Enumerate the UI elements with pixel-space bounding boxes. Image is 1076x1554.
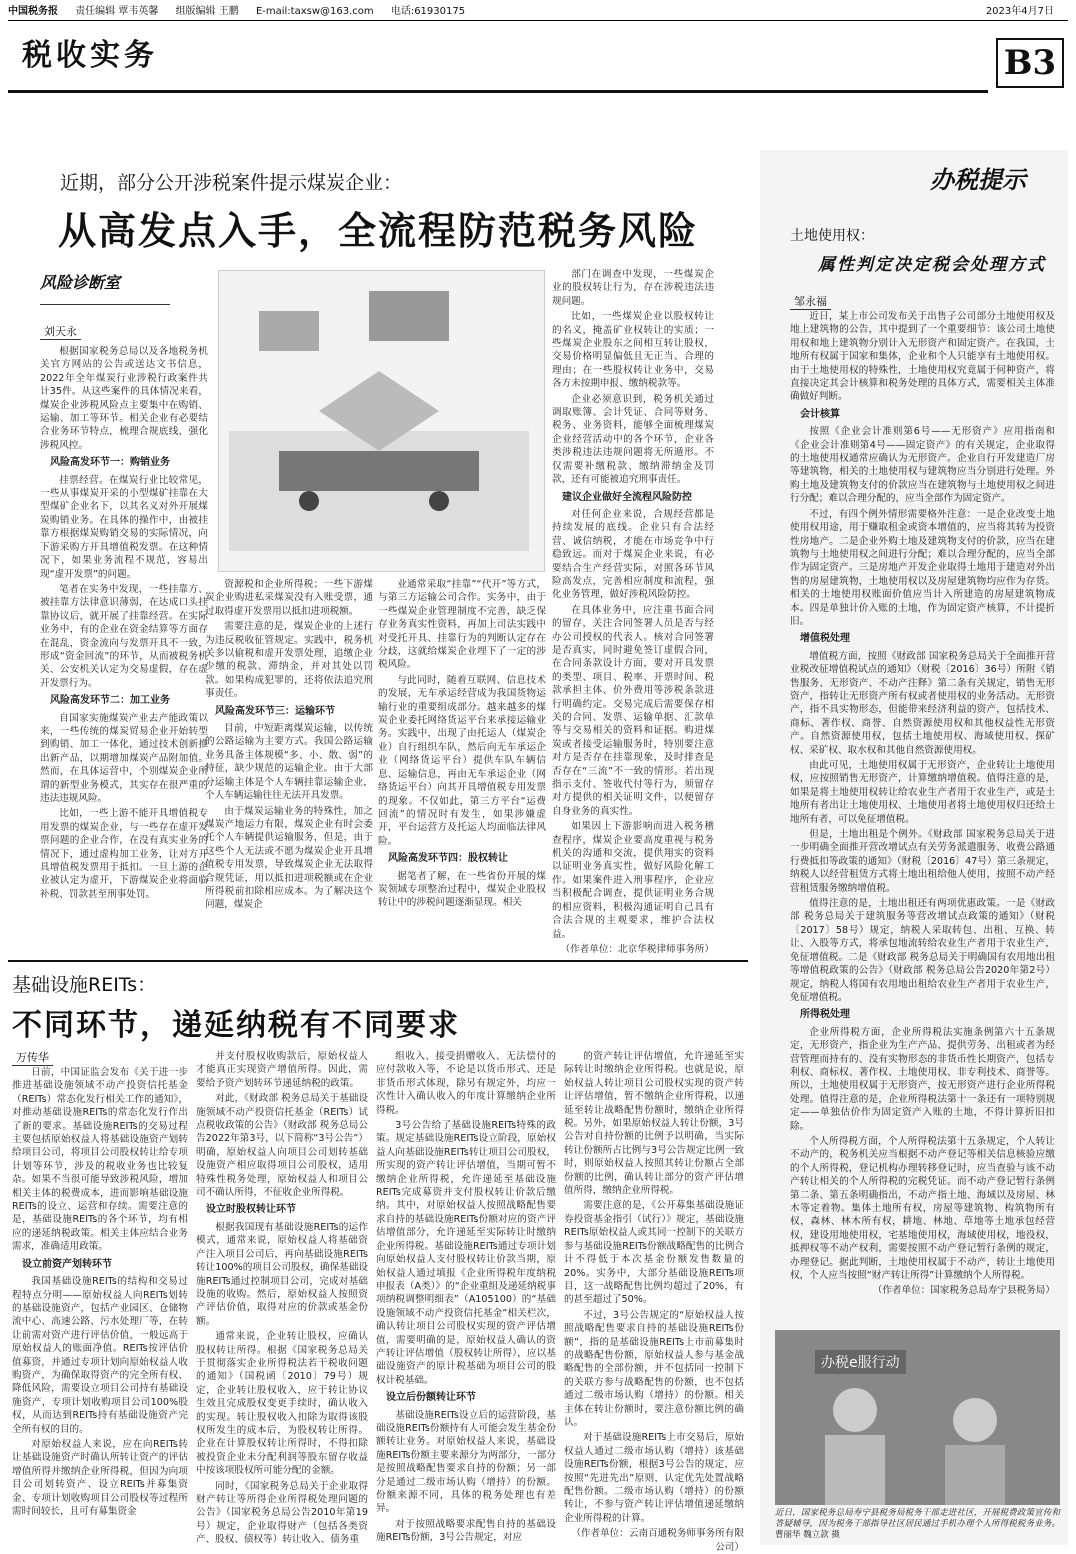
section-title: 税收实务 bbox=[22, 38, 158, 73]
sidebar-body: 近日，某上市公司发布关于出售子公司部分土地使用权及地上建筑物的公告，其中提到了一个重要细节：该公司土地使用权和地上建筑物分别计入无形资产和固定资产。在我国，土地所有权属于国家和集体，企业和个人只能享有土地使用权。由于土地使用权的特殊性，土地使用权究竟属于何种资产，将直接决定其会计核算和税务处理的具体方式，需要相关主体准确做好判断。 会计核算 按照《企业会计准则第6号——无形资产》应用指南和《企业会计准则第4号——固定资产》的有关规定，企业取得的土地使用权通常应确认为无形资产。企业自行开发建造厂房等建筑物，相关的土地使用权与建筑物应当分别进行处理。外购土地及建筑物支付的价款应当在建筑物与土地使用权之间进行分配；难以合理分配的，应当全部作为固定资产。 不过，有四个例外情形需要格外注意：一是企业改变土地使用权用途，用于赚取租金或资本增值的，应当将其转为投资性房地产。二是企业外购土地及建筑物支付的价款，应当在建筑物与土地使用权之间进行分配；难以合理分配的，应当全部作为固定资产。三是房地产开发企业取得土地用于建造对外出售的房屋建筑物，土地使用权以及房屋建筑物均应作为存货。相关的土地使用权账面价值应当计入所建造的房屋建筑物成本。四是单独计价入账的土地，作为固定资产核算，不计提折旧。 增值税处理 增值税方面，按照《财政部 国家税务总局关于全面推开营业税改征增值税试点的通知》（财税〔2016〕36号）所附《销售服务、无形资产、不动产注释》第二条有关规定，销售无形资产，指转让无形资产所有权或者使用权的业务活动。无形资产，指不具实物形态，但能带来经济利益的资产，包括技术、商标、著作权、商誉、自然资源使用权和其他权益性无形资产。自然资源使用权，包括土地使用权、海域使用权、探矿权、采矿权、取水权和其他自然资源使用权。 由此可见，土地使用权属于无形资产，企业转让土地使用权，应按照销售无形资产，计算缴纳增值税。值得注意的是，如果是将土地使用权转让给农业生产者用于农业生产，或是土地所有者出让土地使用权、土地使用者将土地使用权归还给土地所有者，可以免征增值税。 但是，土地出租是个例外。《财政部 国家税务总局关于进一步明确全面推开营改增试点有关劳务派遣服务、收费公路通行费抵扣等政策的通知》（财税〔2016〕47号）第三条规定，纳税人以经营租赁方式将土地出租给他人使用，按照不动产经营租赁服务缴纳增值税。 值得注意的是，土地出租还有两项优惠政策。一是《财政部 税务总局关于建筑服务等营改增试点政策的通知》（财税〔2017〕58号）规定，纳税人采取转包、出租、互换、转让、入股等方式，将承包地流转给农业生产者用于农业生产，免征增值税。二是《财政部 税务总局关于明确国有农用地出租等增值税政策的公告》（财政部 税务总局公告2020年第2号）规定，纳税人将国有农用地出租给农业生产者用于农业生产，免征增值税。 所得税处理 企业所得税方面，企业所得税法实施条例第六十五条规定，无形资产，指企业为生产产品、提供劳务、出租或者为经营管理而持有的、没有实物形态的非货币性长期资产，包括专利权、商标权、著作权、土地使用权、非专利技术、商誉等。所以，土地使用权属于无形资产，按无形资产进行企业所得税处理。值得注意的是，企业所得税法第十一条还有一项特别规定——单独估价作为固定资产入账的土地，不得计算折旧扣除。 个人所得税方面，个人所得税法第十五条规定，个人转让不动产的，税务机关应当根据不动产登记等相关信息核验应缴的个人所得税，登记机构办理转移登记时，应当查验与该不动产转让相关的个人所得税的完税凭证。而不动产登记暂行条例第二条、第五条明确指出，不动产指土地、海域以及房屋、林木等定着物。集体土地所有权，房屋等建筑物、构筑物所有权，森林、林木所有权，耕地、林地、草地等土地承包经营权，建设用地使用权，宅基地使用权，海域使用权，地役权，抵押权等不动产权利，需要按照不动产登记暂行条例的规定，办理登记。据此判断，土地使用权属于不动产，转让土地使用权，个人应当按照“财产转让所得”计算缴纳个人所得税。 （作者单位：国家税务总局寿宁县税务局） bbox=[790, 310, 1055, 1310]
article1-headline: 从高发点入手，全流程防范税务风险 bbox=[58, 208, 699, 253]
sidebar-column-logo: 办税提示 bbox=[930, 166, 1026, 194]
article2-col1: 日前，中国证监会发布《关于进一步推进基础设施领域不动产投资信托基金（REITs）常态化发行相关工作的通知》，对推动基础设施REITs的常态化发行作出了新的要求。基础设施REITs的交易过程主要包括原始权益人将基础设施资产划转给项目公司，将项目公司股权转让给专项计划等环节，涉及的税收业务也比较复杂。如果不当很可能导致涉税风险，增加相关主体的税费成本，进而影响基础设施REITs的设立、运营和存续。需要注意的是，基础设施REITs的各个环节，均有相应的递延纳税政策。相关主体应结合业务需求，准确适用政策。 设立前资产划转环节 我国基础设施REITs的结构和交易过程特点分明——原始权益人向REITs划转的基础设施资产，包括产业园区、仓储物流中心、高速公路、污水处理厂等，在转让前需对资产进行评估价值，一般远高于原始权益人的账面净值。REITs按评估价值募资，并通过专项计划向原始权益人收购资产，为确保取得资产的完全所有权、降低风险，需要设立项目公司持有基础设施资产，专项计划收购项目公司100%股权，从而达到REITs持有基础设施资产完全所有权的目的。 对原始权益人来说，应在向REITs转让基础设施资产时确认所转让资产的评估增值所得并缴纳企业所得税，但因为向项目公司划转资产、设立REITs并募集资金、专项计划收购项目公司股权等过程所需时间较长，且可有募集资金 bbox=[12, 1067, 188, 1517]
article2-byline: 万传华 bbox=[12, 1046, 53, 1066]
article2-col4: 的资产转让评估增值，允许递延至实际转让时缴纳企业所得税。也就是说，原始权益人转让项目公司股权实现的资产转让评估增值，暂不缴纳企业所得税，以递延至转让战略配售份额时，缴纳企业所得税。另外，如果原始权益人转让份额，3号公告对自持份额的比例予以明确，当实际转让份额所占比例与3号公告规定比例一致时，则原始权益人按照其转让份额占全部份额的比例，确认转让部分的资产评估增值所得，缴纳企业所得税。 需要注意的是，《公开募集基础设施证券投资基金指引（试行）》规定，基础设施REITs原始权益人或其同一控制下的关联方参与基础设施REITs份额战略配售的比例合计不得低于本次基金份额发售数量的20%。实务中，大部分基础设施REITs项目，这一战略配售比例均超过了20%，有的甚至超过了50%。 不过，3号公告规定的“原始权益人按照战略配售要求自持的基础设施REITs份额”，指的是基础设施REITs上市前募集时的战略配售份额，原始权益人参与基金战略配售的全部份额，并不包括同一控制下的关联方参与战略配售的份额，也不包括通过二级市场认购（增持）的份额。相关主体在转让份额时，要注意份额比例的确认。 对于基础设施REITs上市交易后，原始权益人通过二级市场认购（增持）该基础设施REITs份额，根据3号公告的规定，应按照“先进先出”原则，认定优先处置战略配售份额。二级市场认购（增持）的份额转让，不参与资产转让评估增值递延缴纳企业所得税的计算。 （作者单位：云南百通税务师事务所有限公司） bbox=[564, 1051, 744, 1553]
paper-name: 中国税务报 bbox=[8, 6, 58, 17]
phone: 电话:61930175 bbox=[390, 6, 466, 17]
article1-byline: 刘天永 bbox=[40, 320, 81, 340]
article1-col3: 业通常采取“挂靠”“代开”等方式，与第三方运输公司合作。实务中，由于一些煤炭企业管理制度不完善，缺乏保存业务真实性资料，再加上司法实践中对受托开具、挂靠行为的判断认定存在分歧，这就给煤炭企业埋下了一定的涉税风险。 与此同时，随着互联网、信息技术的发展，无车承运经营成为我国货物运输行业的重要组成部分。越来越多的煤炭企业委托网络货运平台来承接运输业务。实践中，出现了由托运人（煤炭企业）自行组织车队，然后向无车承运企业（网络货运平台）提供车队车辆信息、运输信息，再由无车承运企业（网络货运平台）向其开具增值税专用发票的现象。不仅如此，第三方平台“运费回流”的情况时有发生，如果涉嫌虚开，平台运营方及托运人均面临法律风险。 风险高发环节四：股权转让 据笔者了解，在一些省份开展的煤炭领域专项整治过程中，煤炭企业股权转让中的涉税问题逐渐显现。相关 bbox=[378, 579, 546, 909]
coal-scene-icon bbox=[219, 271, 544, 571]
sidebar-photo bbox=[775, 1330, 1060, 1505]
sidebar-byline: 邹永福 bbox=[790, 290, 831, 310]
column-logo: 风险诊断室 bbox=[40, 270, 170, 305]
sidebar-kicker: 土地使用权： bbox=[790, 228, 874, 244]
email[interactable]: E-mail:taxsw@163.com bbox=[255, 6, 374, 17]
article2-col3: 组收入、接受捐赠收入、无法偿付的应付款收入等，不论是以货币形式、还是非货币形式体现，除另有规定外，均应一次性计入确认收入的年度计算缴纳企业所得税。 3号公告给了基础设施REITs特殊的政策。规定基础设施REITs设立阶段，原始权益人向基础设施REITs转让项目公司股权，所实现的资产转让评估增值，当期可暂不缴纳企业所得税，允许递延至基础设施REITs完成募资并支付股权转让价款后缴纳。其中，对原始权益人按照战略配售要求自持的基础设施REITs份额对应的资产评估增值部分，允许递延至实际转让时缴纳企业所得税。基础设施REITs通过专项计划向原始权益人支付股权转让价款当期，原始权益人通过填报《企业所得税年度纳税申报表（A类）》的“企业重组及递延纳税事项纳税调整明细表”（A105100）的“基础设施领域不动产投资信托基金”相关栏次，确认转让项目公司股权实现的资产评估增值，需要明确的是，原始权益人确认的资产转让评估增值（股权转让所得），应以基础设施资产的原计税基础为项目公司的股权计税基础。 设立后份额转让环节 基础设施REITs设立后的运营阶段，基础设施REITs份额持有人可能会发生基金份额转让业务。对原始权益人来说，基础设施REITs份额主要来源分为两部分，一部分是按照战略配售要求自持的份额；另一部分是通过二级市场认购（增持）的份额。份额来源不同，具体的税务处理也有差异。 对于按照战略要求配售自持的基础设施REITs份额，3号公告规定，对应 bbox=[376, 1051, 556, 1544]
masthead-bar bbox=[8, 4, 1068, 21]
article2-col2: 并支付股权收购款后，原始权益人才能真正实现资产增值所得。因此，需要给予资产划转环节递延纳税的政策。 对此，《财政部 税务总局关于基础设施领域不动产投资信托基金（REITs）试点税收政策的公告》（财政部 税务总局公告2022年第3号，以下简称“3号公告”）明确，原始权益人向项目公司划转基础设施资产相应取得项目公司股权，适用特殊性税务处理，原始权益人和项目公司不确认所得，不征收企业所得税。 设立时股权转让环节 根据我国现有基础设施REITs的运作模式，通常来说，原始权益人将基础资产注入项目公司后，再向基础设施REITs转让100%的项目公司股权，确保基础设施REITs通过控制项目公司，完成对基础设施的收购。然后，原始权益人按照资产评估价值，取得对应的价款或基金份额。 通常来说，企业转让股权，应确认股权转让所得。根据《国家税务总局关于贯彻落实企业所得税法若干税收问题的通知》（国税函〔2010〕79号）规定，企业转让股权收入，应于转让协议生效且完成股权变更手续时，确认收入的实现。转让股权收入扣除为取得该股权所发生的成本后，为股权转让所得。企业在计算股权转让所得时，不得扣除被投资企业未分配利润等股东留存收益中按该项股权所可能分配的金额。 同时，《国家税务总局关于企业取得财产转让等所得企业所得税处理问题的公告》（国家税务总局公告2010年第19号）规定，企业取得财产（包括各类资产、股权、债权等）转让收入、债务重 bbox=[196, 1051, 368, 1546]
page-number: B3 bbox=[996, 38, 1064, 88]
coal-industry-illustration bbox=[218, 270, 545, 572]
article1-kicker: 近期，部分公开涉税案件提示煤炭企业： bbox=[60, 172, 403, 194]
article1-col4: 部门在调查中发现，一些煤炭企业的股权转让行为，存在涉税违法违规问题。 比如，一些煤炭企业以股权转让的名义，掩盖矿业权转让的实质；一些煤炭企业股东之间相互转让股权，交易价格明显偏低且无正当、合理的理由；在一些股权转让业务中，交易各方未按期申报、缴纳税款等。 企业必须意识到，税务机关通过调取账簿、会计凭证、合同等财务、税务、业务资料，能够全面梳理煤炭企业经营活动中的各个环节，企业各类涉税违法违规问题将无所遁形。不仅需要补缴税款、缴纳滞纳金及罚款，还有可能被追究刑事责任。 建议企业做好全流程风险防控 对任何企业来说，合规经营都是持续发展的底线。企业只有合法经营、诚信纳税，才能在市场竞争中行稳致远。而对于煤炭企业来说，有必要结合生产经营实际，对照各环节风险高发点，完善相应制度和流程，强化业务管理，做好涉税风险防控。 在具体业务中，应注重书面合同的留存，关注合同签署人员是否与经办公司授权的代表人。核对合同签署是否真实，同时避免签订虚假合同，在合同条款设计方面，要对开具发票的类型、项目、税率、开票时间、税款承担主体、价外费用等涉税条款进行明确约定。交易完成后需要保存相关的合同、发票、运输单据、汇款单等与交易相关的资料和证据。购进煤炭或者接受运输服务时，特别要注意对方是否存在挂靠现象，及时排查是否存在“三流”不一致的情形。若出现指示支付、签收代付等行为，须留存对方提供的相关证明文件，以便留存自身业务的真实性。 如果因上下游影响而进入税务稽查程序，煤炭企业要高度重视与税务机关的沟通和交流，提供翔实的资料以证明业务真实性，做好风险化解工作。如果案件进入刑事程序，企业应当积极配合调查，提供证明业务合规的相应资料，积极沟通证明自己具有合法合规的主观要求，维护合法权益。 （作者单位：北京华税律师事务所） bbox=[552, 269, 714, 955]
photo-banner: 办税e服行动 bbox=[815, 1350, 906, 1374]
article2-kicker: 基础设施REITs： bbox=[12, 974, 157, 996]
layout-editor: 组版编辑 王鹏 bbox=[175, 6, 239, 17]
issue-date: 2023年4月7日 bbox=[985, 6, 1054, 17]
article2-headline: 不同环节，递延纳税有不同要求 bbox=[12, 1008, 460, 1043]
sidebar-headline: 属性判定决定税会处理方式 bbox=[818, 255, 1046, 275]
responsible-editor: 责任编辑 覃韦英馨 bbox=[75, 6, 159, 17]
photo-caption: 近日，国家税务总局寿宁县税务局税务干部走进社区，开展税费政策宣传和答疑辅导，因为税务干部指导社区居民通过手机办理个人所得税税务业务。 曹丽华 魏立款 摄 bbox=[775, 1508, 1060, 1540]
article1-col2: 资源税和企业所得税；一些下游煤炭企业购进私采煤炭没有入账受票，通过取得虚开发票用以抵扣进项税额。 需要注意的是，煤炭企业的上述行为违反税收征管规定。实践中，税务机关多以偷税和虚开发票处理，追缴企业少缴的税款、滞纳金，并对其处以罚款。如果构成犯罪的，还将依法追究刑事责任。 风险高发环节三：运输环节 目前，中短距离煤炭运输，以传统的公路运输为主要方式。我国公路运输业务具备主体规模“多、小、散、弱”的特征，缺少规范的运输企业。由于大部分运输主体是个人车辆挂靠运输企业，个人车辆运输往往无法开具发票。 由于煤炭运输业务的特殊性，加之煤炭产地运力有限，煤炭企业有时会委托个人车辆提供运输服务，但是，由于这些个人无法或不愿为煤炭企业开具增值税专用发票，导致煤炭企业无法取得合规凭证，用以抵扣进项税额或在企业所得税前扣除相应成本。为了解决这个问题，煤炭企 bbox=[205, 579, 373, 911]
article-divider bbox=[8, 960, 748, 962]
section-rule bbox=[8, 90, 988, 93]
article1-col1: 根据国家税务总局以及各地税务机关官方网站的公告或送达文书信息，2022年全年煤炭行业涉税行政案件共计35件。从这些案件的具体情况来看，煤炭企业涉税风险点主要集中在购销、运输、加工等环节。相关企业有必要结合业务环节特点，梳理合规底线，强化涉税风控。 风险高发环节一：购销业务 挂票经营。在煤炭行业比较常见，一些从事煤炭开采的小型煤矿挂靠在大型煤矿企业名下，以其名义对外开展煤炭购销业务。在具体的操作中，由被挂靠方根据煤炭购销交易的实际情况，向下游采购方开具增值税发票。在这种情况下，如果业务流程不规范，容易出现“虚开发票”的问题。 笔者在实务中发现，一些挂靠方、被挂靠方法律意识薄弱，在达成口头挂靠协议后，就开展了挂靠经营。在实际业务中，有的企业在资金结算等方面存在混乱，资金流向与发票开具不一致，形成“资金回流”的环节，从而被税务机关、公安机关认定为交易虚假，存在虚开发票行为。 风险高发环节二：加工业务 自国家实施煤炭产业去产能政策以来，一些传统的煤炭贸易企业开始转型到购销、加工一体化，通过技术创新推出新产品，以期增加煤炭产品附加值。然而，在具体运营中，个别煤炭企业所谓的新型业务模式，其实存在很严重的违法违规风险。 比如，一些上游不能开具增值税专用发票的煤炭企业，与一些存在虚开发票问题的企业合作，在没有真实业务的情况下，通过虚构加工业务，让对方开具增值税发票用于抵扣。一旦上游的企业被认定为虚开，下游煤炭企业将面临补税、罚款甚至刑事处罚。 bbox=[40, 346, 208, 900]
people-photo-icon bbox=[775, 1330, 1060, 1505]
